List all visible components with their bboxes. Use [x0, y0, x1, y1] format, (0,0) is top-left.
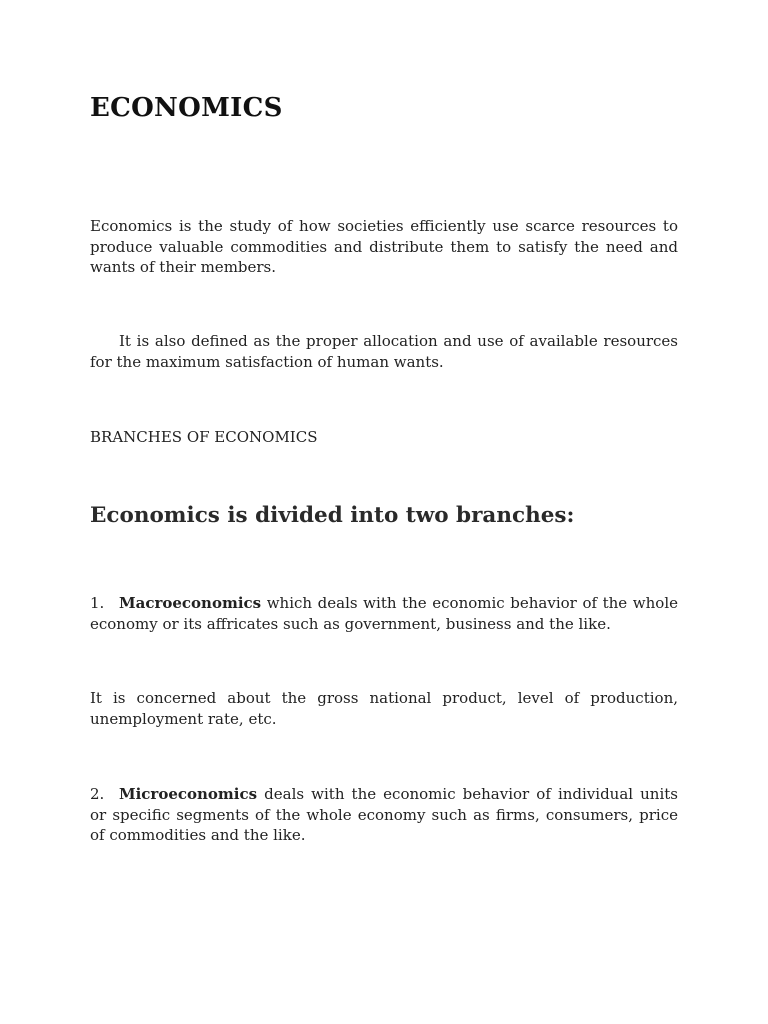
list-item-macroeconomics	[90, 593, 678, 634]
macro-concern-paragraph: It is concerned about the gross national product, level of production, unemployment rate, etc.	[90, 689, 678, 728]
list-item-number: 1.	[90, 594, 105, 612]
list-item-text: deals with the economic behavior of individual units or specific segments of the whole economy such as firms, consumers, price of commodities and the like.	[90, 785, 678, 844]
document-title: ECONOMICS	[90, 93, 283, 123]
list-item-text: which deals with the economic behavior of the whole economy or its affricates such as government, business and the like.	[90, 594, 678, 633]
list-item-term: Microeconomics	[119, 785, 258, 803]
list-item-number: 2.	[90, 785, 105, 803]
list-item-microeconomics	[90, 784, 678, 846]
branches-label: BRANCHES OF ECONOMICS	[90, 428, 318, 446]
branches-subheading: Economics is divided into two branches:	[90, 503, 575, 528]
alternate-definition-paragraph: It is also defined as the proper allocation and use of available resources for the maximum satisfaction of human wants.	[90, 332, 678, 371]
list-item-term: Macroeconomics	[119, 594, 262, 612]
definition-paragraph: Economics is the study of how societies efficiently use scarce resources to produce valuable commodities and distribute them to satisfy the need and wants of their members.	[90, 217, 678, 276]
